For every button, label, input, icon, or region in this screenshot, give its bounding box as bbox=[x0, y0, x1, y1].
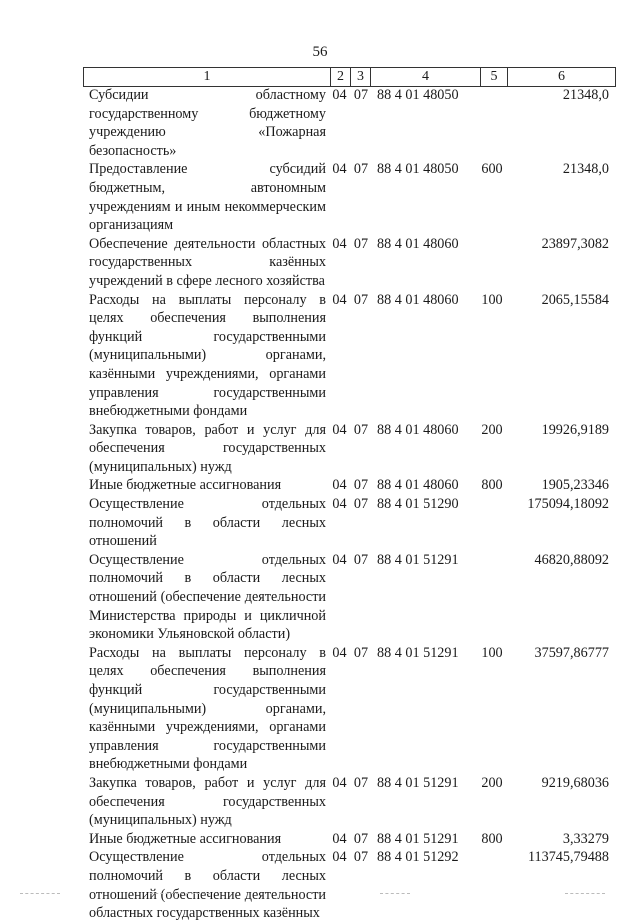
table-row bbox=[89, 86, 609, 160]
row-section: 04 bbox=[332, 496, 347, 513]
header-col-4: 4 bbox=[371, 68, 481, 87]
row-expense-type: 100 bbox=[481, 291, 503, 308]
row-subsection: 07 bbox=[353, 644, 369, 661]
header-col-2: 2 bbox=[331, 68, 351, 87]
row-expense-type: 200 bbox=[481, 421, 503, 438]
row-target-code: 88 4 01 51291 bbox=[377, 644, 459, 661]
row-amount: 3,33279 bbox=[562, 830, 609, 847]
row-amount: 19926,9189 bbox=[541, 421, 609, 438]
row-target-code: 88 4 01 48060 bbox=[377, 291, 459, 308]
row-name: Осуществление отдельных полномочий в области лесных отношений (обеспечение деятельности Министерства природы и цикличной экономики Ульяновской области) bbox=[89, 551, 326, 643]
row-subsection: 07 bbox=[353, 774, 369, 791]
row-target-code: 88 4 01 51291 bbox=[377, 551, 459, 568]
row-target-code: 88 4 01 48060 bbox=[377, 477, 459, 494]
scan-artifact-line bbox=[20, 893, 60, 894]
row-section: 04 bbox=[332, 291, 347, 308]
row-target-code: 88 4 01 48060 bbox=[377, 421, 459, 438]
row-name: Закупка товаров, работ и услуг для обеспечения государственных (муниципальных) нужд bbox=[89, 774, 326, 829]
row-target-code: 88 4 01 48050 bbox=[377, 161, 459, 178]
row-amount: 37597,86777 bbox=[534, 644, 609, 661]
header-col-1: 1 bbox=[84, 68, 331, 87]
table-row bbox=[89, 235, 609, 291]
row-subsection: 07 bbox=[353, 849, 369, 866]
row-name: Расходы на выплаты персоналу в целях обеспечения выполнения функций государственными (муниципальными) органами, казёнными учреждениями, органами управления государственными внебюджетными фондами bbox=[89, 291, 326, 420]
row-amount: 46820,88092 bbox=[534, 551, 609, 568]
row-section: 04 bbox=[332, 774, 347, 791]
row-name: Обеспечение деятельности областных государственных казённых учреждений в сфере лесного хозяйства bbox=[89, 235, 326, 289]
scan-artifact-line bbox=[150, 893, 210, 894]
table-row bbox=[89, 160, 609, 234]
row-section: 04 bbox=[332, 551, 347, 568]
row-amount: 21348,0 bbox=[562, 161, 609, 178]
row-name: Предоставление субсидий бюджетным, автономным учреждениям и иным некоммерческим организациям bbox=[89, 161, 326, 234]
scan-artifact-line bbox=[565, 893, 605, 894]
row-expense-type: 800 bbox=[481, 830, 503, 847]
row-subsection: 07 bbox=[353, 830, 369, 847]
header-col-6: 6 bbox=[508, 68, 616, 87]
header-col-3: 3 bbox=[351, 68, 371, 87]
table-row bbox=[89, 774, 609, 830]
row-subsection: 07 bbox=[353, 87, 369, 103]
row-amount: 175094,18092 bbox=[527, 496, 609, 513]
row-expense-type: 800 bbox=[481, 477, 503, 494]
row-amount: 2065,15584 bbox=[541, 291, 609, 308]
row-amount: 1905,23346 bbox=[541, 477, 609, 494]
table-row bbox=[89, 848, 609, 922]
page-number: 56 bbox=[312, 44, 328, 60]
row-target-code: 88 4 01 48060 bbox=[377, 235, 459, 252]
row-amount: 23897,3082 bbox=[541, 235, 609, 252]
row-name: Осуществление отдельных полномочий в области лесных отношений bbox=[89, 496, 326, 550]
row-name: Осуществление отдельных полномочий в области лесных отношений (обеспечение деятельности областных государственных казённых bbox=[89, 849, 326, 922]
row-target-code: 88 4 01 51292 bbox=[377, 849, 459, 866]
row-subsection: 07 bbox=[353, 161, 369, 178]
row-name: Иные бюджетные ассигнования bbox=[89, 477, 282, 494]
row-amount: 9219,68036 bbox=[541, 774, 609, 791]
row-subsection: 07 bbox=[353, 477, 369, 494]
scan-artifact-line bbox=[380, 893, 410, 894]
row-target-code: 88 4 01 51290 bbox=[377, 496, 459, 513]
row-section: 04 bbox=[332, 477, 347, 494]
table-row bbox=[89, 421, 609, 477]
table-row bbox=[89, 495, 609, 551]
column-header-table bbox=[83, 67, 616, 87]
row-name: Иные бюджетные ассигнования bbox=[89, 830, 282, 847]
row-subsection: 07 bbox=[353, 235, 369, 252]
row-section: 04 bbox=[332, 235, 347, 252]
row-target-code: 88 4 01 51291 bbox=[377, 774, 459, 791]
row-amount: 21348,0 bbox=[562, 87, 609, 103]
row-subsection: 07 bbox=[353, 496, 369, 513]
row-name: Закупка товаров, работ и услуг для обеспечения государственных (муниципальных) нужд bbox=[89, 421, 326, 475]
budget-table-body bbox=[89, 86, 609, 923]
row-expense-type: 200 bbox=[481, 774, 503, 791]
row-target-code: 88 4 01 48050 bbox=[377, 87, 459, 103]
row-name: Расходы на выплаты персоналу в целях обеспечения выполнения функций государственными (муниципальными) органами, казёнными учреждениями, органами управления государственными внебюджетными фондами bbox=[89, 644, 326, 773]
row-section: 04 bbox=[332, 87, 347, 103]
table-row bbox=[89, 644, 609, 774]
row-target-code: 88 4 01 51291 bbox=[377, 830, 459, 847]
table-row bbox=[89, 551, 609, 644]
row-section: 04 bbox=[332, 644, 347, 661]
row-amount: 113745,79488 bbox=[527, 849, 609, 866]
table-row bbox=[89, 830, 609, 849]
row-section: 04 bbox=[332, 830, 347, 847]
header-col-5: 5 bbox=[481, 68, 508, 87]
table-row bbox=[89, 291, 609, 421]
table-row bbox=[89, 476, 609, 495]
row-expense-type: 600 bbox=[481, 161, 503, 178]
row-subsection: 07 bbox=[353, 421, 369, 438]
row-subsection: 07 bbox=[353, 551, 369, 568]
row-expense-type: 100 bbox=[481, 644, 503, 661]
row-section: 04 bbox=[332, 849, 347, 866]
row-section: 04 bbox=[332, 421, 347, 438]
row-section: 04 bbox=[332, 161, 347, 178]
row-subsection: 07 bbox=[353, 291, 369, 308]
row-name: Субсидии областному государственному бюджетному учреждению «Пожарная безопасность» bbox=[89, 87, 326, 159]
